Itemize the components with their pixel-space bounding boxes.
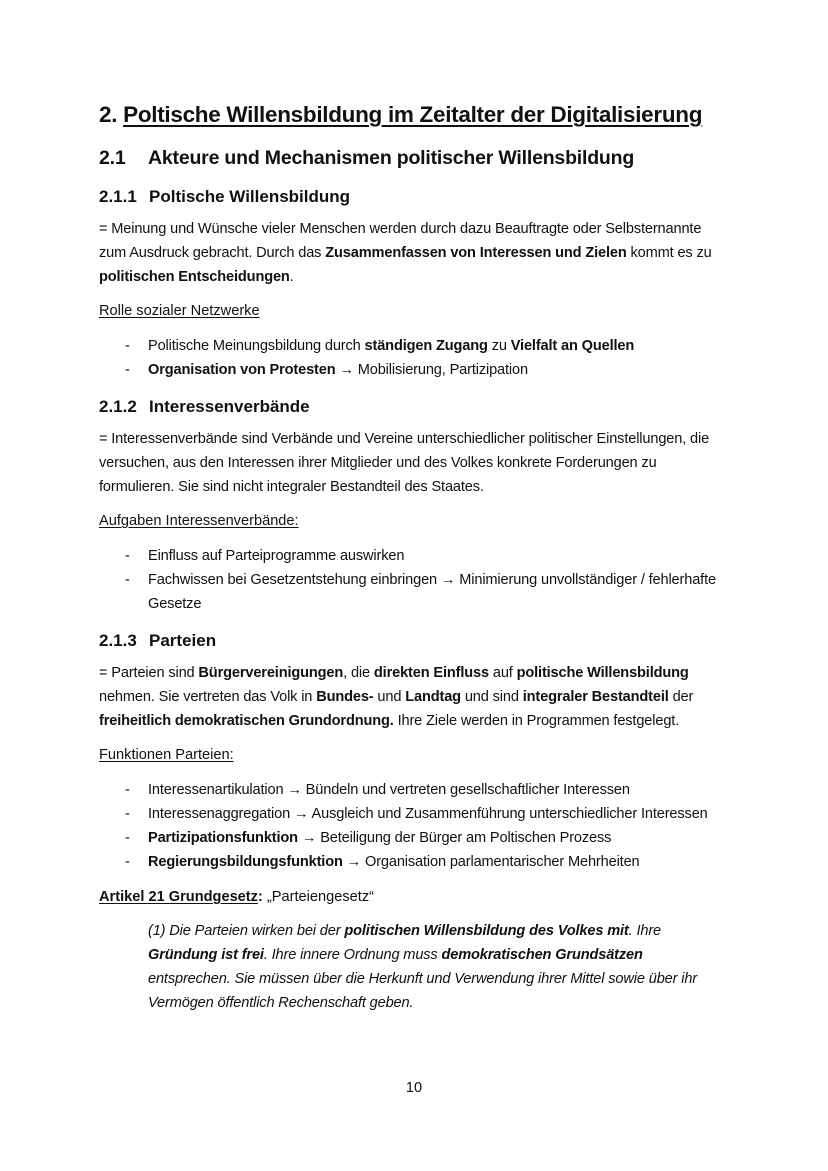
text-run: Aufgaben Interessenverbände:	[99, 513, 299, 529]
bold-text: Landtag	[405, 689, 461, 705]
list-item	[99, 826, 725, 850]
chapter-heading	[99, 100, 725, 130]
bullet-list	[99, 334, 725, 382]
text-run: Funktionen Parteien:	[99, 747, 234, 763]
text-run: . Ihre innere Ordnung muss	[263, 947, 442, 963]
bold-text: freiheitlich demokratischen Grundordnung.	[99, 713, 394, 729]
list-item	[99, 850, 725, 874]
text-run: → Beteiligung der Bürger am Poltischen Prozess	[297, 830, 612, 846]
bold-text: Bürgervereinigungen	[198, 665, 344, 681]
text-run: → Organisation parlamentarischer Mehrheiten	[342, 854, 640, 870]
document-page	[99, 100, 725, 1015]
text-run: = Parteien sind	[99, 665, 199, 681]
text-run: entsprechen. Sie müssen über die Herkunft und Verwendung ihrer Mittel sowie über ihr Vermögen öffentlich Rechenschaft geben.	[148, 971, 698, 1011]
heading-title: Poltische Willensbildung im Zeitalter der Digitalisierung	[123, 102, 703, 127]
text-run: und sind	[460, 689, 523, 705]
bold-text: Gründung ist frei	[148, 947, 264, 963]
text-run: = Interessenverbände sind Verbände und Vereine unterschiedlicher politischer Einstellungen, die versuchen, aus den Interessen ihrer Mitglieder und des Volkes konkrete Forderungen zu formulieren. Sie sind nicht integraler Bestandteil des Staates.	[99, 431, 710, 495]
text-run: kommt es zu	[626, 245, 712, 261]
subsection-heading	[99, 185, 725, 209]
list-item	[99, 358, 725, 382]
bold-text: Partizipationsfunktion	[148, 830, 298, 846]
heading-number: 2.	[99, 102, 118, 127]
text-run: . Ihre	[628, 923, 662, 939]
bullet-list	[99, 778, 725, 874]
list-item	[99, 802, 725, 826]
bold-text: Organisation von Protesten	[148, 362, 336, 378]
heading-number: 2.1	[99, 147, 126, 169]
list-item	[99, 334, 725, 358]
page-number: 10	[405, 1080, 423, 1096]
bold-text: politische Willensbildung	[516, 665, 689, 681]
text-run: Fachwissen bei Gesetzentstehung einbringen → Minimierung unvollständiger / fehlerhafte Gesetze	[148, 572, 716, 612]
bold-text: Vielfalt an Quellen	[510, 338, 635, 354]
bullet-dash-icon: -	[125, 830, 130, 846]
list-label	[99, 509, 725, 533]
law-quote	[99, 919, 725, 1015]
bullet-dash-icon: -	[125, 338, 130, 354]
bold-text: Zusammenfassen von Interessen und Zielen	[325, 245, 627, 261]
list-label	[99, 299, 725, 323]
bullet-dash-icon: -	[125, 782, 130, 798]
list-item	[99, 544, 725, 568]
heading-title: Parteien	[149, 631, 217, 650]
text-run: , die	[343, 665, 374, 681]
subsection-heading	[99, 629, 725, 653]
list-item	[99, 568, 725, 616]
text-run: Interessenartikulation → Bündeln und vertreten gesellschaftlicher Interessen	[148, 782, 630, 798]
bold-text: Regierungsbildungsfunktion	[148, 854, 343, 870]
bullet-dash-icon: -	[125, 362, 130, 378]
bold-text: :	[257, 889, 263, 905]
bullet-dash-icon: -	[125, 548, 130, 564]
definition-paragraph	[99, 427, 725, 499]
bold-text: ständigen Zugang	[364, 338, 488, 354]
bold-text: Artikel 21 Grundgesetz	[99, 889, 258, 905]
text-run: Einfluss auf Parteiprogramme auswirken	[148, 548, 405, 564]
definition-paragraph	[99, 217, 725, 289]
bold-text: politischen Willensbildung des Volkes mit	[344, 923, 629, 939]
text-run: .	[289, 269, 294, 285]
subsection-heading	[99, 395, 725, 419]
text-run: (1) Die Parteien wirken bei der	[148, 923, 345, 939]
text-run: Interessenaggregation → Ausgleich und Zusammenführung unterschiedlicher Interessen	[148, 806, 708, 822]
text-run: nehmen. Sie vertreten das Volk in	[99, 689, 317, 705]
heading-number: 2.1.2	[99, 397, 137, 416]
heading-title: Interessenverbände	[149, 397, 310, 416]
text-run: der	[668, 689, 694, 705]
list-label	[99, 743, 725, 767]
section-heading	[99, 144, 725, 172]
text-run: Politische Meinungsbildung durch	[148, 338, 365, 354]
text-run: „Parteiengesetz“	[262, 889, 374, 905]
bullet-dash-icon: -	[125, 854, 130, 870]
text-run: und	[373, 689, 406, 705]
heading-title: Poltische Willensbildung	[149, 187, 351, 206]
list-label	[99, 885, 725, 909]
bullet-dash-icon: -	[125, 572, 130, 588]
bold-text: direkten Einfluss	[373, 665, 489, 681]
bold-text: Bundes-	[316, 689, 374, 705]
bold-text: demokratischen Grundsätzen	[441, 947, 643, 963]
heading-number: 2.1.1	[99, 187, 137, 206]
text-run: Rolle sozialer Netzwerke	[99, 303, 260, 319]
heading-title: Akteure und Mechanismen politischer Willensbildung	[148, 147, 635, 169]
text-run: auf	[488, 665, 517, 681]
heading-number: 2.1.3	[99, 631, 137, 650]
text-run: → Mobilisierung, Partizipation	[335, 362, 528, 378]
bullet-dash-icon: -	[125, 806, 130, 822]
bullet-list	[99, 544, 725, 616]
list-item	[99, 778, 725, 802]
text-run: = Meinung und Wünsche vieler Menschen werden durch dazu Beauftragte oder Selbsternannte zum Ausdruck gebracht. Durch das	[99, 221, 702, 261]
definition-paragraph	[99, 661, 725, 733]
bold-text: politischen Entscheidungen	[99, 269, 290, 285]
text-run: zu	[487, 338, 511, 354]
text-run: Ihre Ziele werden in Programmen festgelegt.	[393, 713, 680, 729]
bold-text: integraler Bestandteil	[522, 689, 669, 705]
